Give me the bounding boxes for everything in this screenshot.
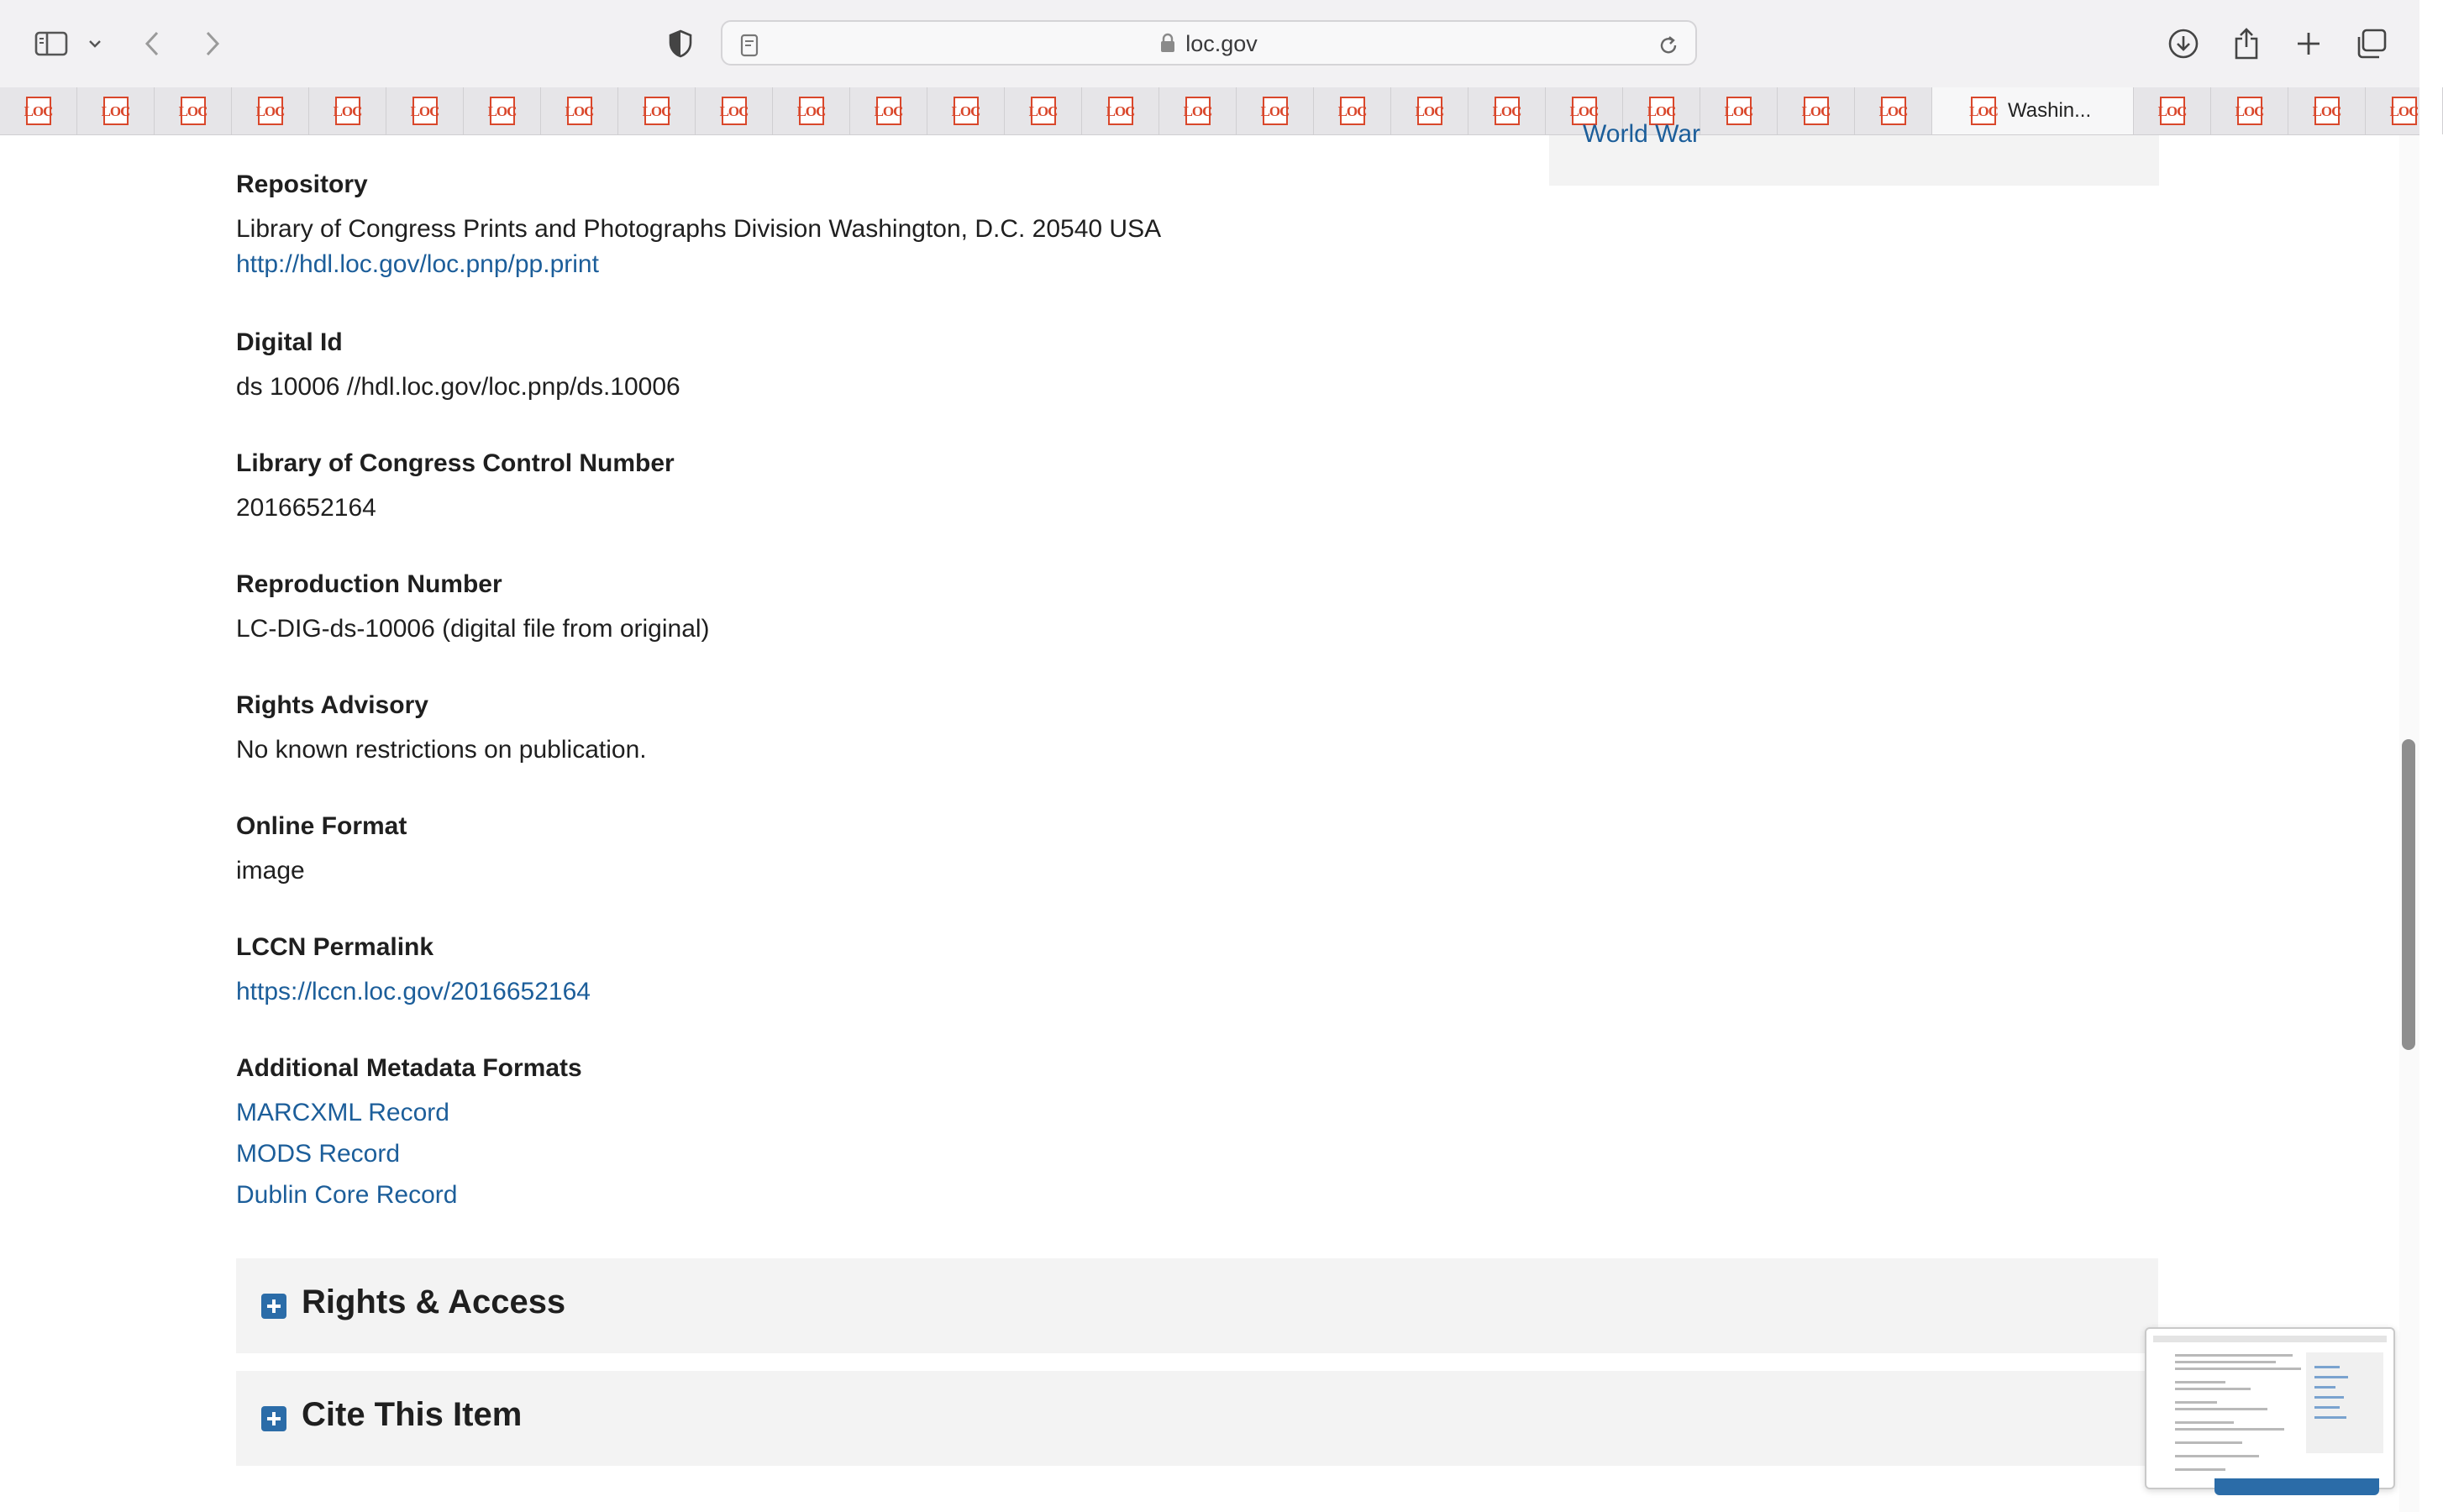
active-tab-title: Washin... [2008,99,2092,122]
tab-bar [0,87,2419,135]
share-icon[interactable] [2230,25,2263,62]
minimap-line [2175,1381,2225,1383]
sidebar-subjects-box [1549,120,2159,186]
browser-tab[interactable] [464,87,541,134]
minimap-link [2314,1386,2335,1389]
minimap-line [2175,1441,2242,1444]
loc-favicon-icon: LOC [1185,97,1211,125]
repository-link[interactable]: http://hdl.loc.gov/loc.pnp/pp.print [236,250,599,278]
loc-favicon-icon: LOC [412,97,438,125]
browser-tab[interactable] [0,87,77,134]
sidebar-toggle-icon[interactable] [32,25,71,62]
loc-favicon-icon: LOC [567,97,592,125]
download-icon[interactable] [2166,25,2201,62]
loc-favicon-icon: LOC [1649,97,1674,125]
browser-tab[interactable] [618,87,696,134]
minimap-action-button[interactable] [2214,1478,2379,1495]
browser-tab[interactable] [1159,87,1237,134]
url-text [722,22,1695,67]
loc-favicon-icon: LOC [876,97,901,125]
loc-favicon-icon: LOC [722,97,747,125]
browser-tab[interactable] [1855,87,1932,134]
mods-record-link[interactable]: MODS Record [236,1140,401,1168]
minimap-link [2314,1366,2340,1368]
minimap-line [2175,1455,2259,1457]
browser-tab[interactable] [155,87,232,134]
field-label-reproduction-number: Reproduction Number [236,570,502,598]
minimap-toolbar [2153,1336,2387,1342]
lock-icon [1160,24,1175,67]
browser-tab[interactable] [773,87,850,134]
minimap-link [2314,1376,2348,1378]
back-icon[interactable] [139,25,165,62]
loc-favicon-icon: LOC [1804,97,1829,125]
minimap-line [2175,1388,2251,1390]
minimap-line [2175,1368,2301,1370]
chevron-down-icon[interactable] [84,25,106,62]
field-label-digital-id: Digital Id [236,328,343,356]
privacy-shield-icon[interactable] [665,25,696,62]
loc-favicon-icon: LOC [335,97,360,125]
accordion-title: Cite This Item [302,1396,523,1433]
browser-tab[interactable] [386,87,464,134]
loc-favicon-icon: LOC [2392,97,2417,125]
loc-favicon-icon: LOC [1726,97,1752,125]
field-value-rights-advisory: No known restrictions on publication. [236,736,647,764]
field-label-online-format: Online Format [236,812,407,840]
loc-favicon-icon: LOC [1971,97,1996,125]
minimap-line [2175,1354,2293,1357]
field-value-repository: Library of Congress Prints and Photographs Division Washington, D.C. 20540 USA [236,215,1162,243]
loc-favicon-icon: LOC [490,97,515,125]
tab-overview-icon[interactable] [2354,25,2389,62]
loc-favicon-icon: LOC [26,97,51,125]
lccn-permalink-link[interactable]: https://lccn.loc.gov/2016652164 [236,978,591,1005]
browser-tab[interactable] [1082,87,1159,134]
new-tab-icon[interactable] [2292,25,2325,62]
minimap-line [2175,1421,2234,1424]
field-value-lccn: 2016652164 [236,494,376,522]
browser-tab[interactable] [232,87,309,134]
accordion-title: Rights & Access [302,1284,566,1320]
url-domain: loc.gov [1185,31,1258,56]
loc-favicon-icon: LOC [799,97,824,125]
dublin-core-record-link[interactable]: Dublin Core Record [236,1181,458,1209]
loc-favicon-icon: LOC [1572,97,1597,125]
minimap-link [2314,1396,2344,1399]
minimap-line [2175,1428,2284,1431]
loc-favicon-icon: LOC [1108,97,1133,125]
address-bar[interactable] [721,20,1697,66]
browser-tab[interactable] [2211,87,2288,134]
minimap-line [2175,1408,2267,1410]
browser-tab[interactable] [1314,87,1391,134]
browser-tab[interactable] [1237,87,1314,134]
loc-favicon-icon: LOC [2237,97,2262,125]
loc-favicon-icon: LOC [181,97,206,125]
loc-favicon-icon: LOC [1340,97,1365,125]
browser-tab[interactable] [77,87,155,134]
minimap-line [2175,1401,2217,1404]
loc-favicon-icon: LOC [1263,97,1288,125]
field-value-reproduction-number: LC-DIG-ds-10006 (digital file from original) [236,615,710,643]
loc-favicon-icon: LOC [1881,97,1906,125]
minimap-link [2314,1406,2340,1409]
browser-toolbar [0,0,2419,88]
browser-tab-active[interactable] [1932,87,2134,134]
loc-favicon-icon: LOC [1495,97,1520,125]
forward-icon[interactable] [200,25,225,62]
loc-favicon-icon: LOC [2314,97,2340,125]
sidebar-subject-link[interactable]: World War [1583,120,1701,148]
page-minimap[interactable] [2145,1327,2395,1489]
browser-tab[interactable] [541,87,618,134]
loc-favicon-icon: LOC [258,97,283,125]
browser-tab[interactable] [2288,87,2366,134]
browser-tab[interactable] [696,87,773,134]
expand-plus-icon[interactable] [261,1294,286,1319]
scrollbar-thumb[interactable] [2402,739,2415,1050]
loc-favicon-icon: LOC [644,97,670,125]
browser-tab[interactable] [2134,87,2211,134]
accordion-rights-access[interactable] [236,1258,2158,1353]
page-content [0,120,2419,1512]
field-value-digital-id: ds 10006 //hdl.loc.gov/loc.pnp/ds.10006 [236,373,680,401]
browser-tab[interactable] [1700,87,1778,134]
browser-tab[interactable] [1005,87,1082,134]
accordion-cite-this-item[interactable] [236,1371,2158,1466]
minimap-link [2314,1416,2346,1419]
minimap-line [2175,1361,2276,1363]
minimap-line [2175,1468,2225,1471]
browser-tab[interactable] [927,87,1005,134]
loc-favicon-icon: LOC [1417,97,1442,125]
field-value-online-format: image [236,857,305,885]
loc-favicon-icon: LOC [954,97,979,125]
field-label-rights-advisory: Rights Advisory [236,691,428,719]
reload-icon[interactable] [1653,27,1684,64]
loc-favicon-icon: LOC [1031,97,1056,125]
field-label-lccn-permalink: LCCN Permalink [236,933,434,961]
browser-tab[interactable] [309,87,386,134]
marcxml-record-link[interactable]: MARCXML Record [236,1099,449,1126]
field-label-metadata-formats: Additional Metadata Formats [236,1054,582,1082]
browser-tab[interactable] [1778,87,1855,134]
loc-favicon-icon: LOC [2160,97,2185,125]
browser-tab[interactable] [2366,87,2443,134]
field-label-repository: Repository [236,171,368,198]
field-label-lccn: Library of Congress Control Number [236,449,675,477]
loc-favicon-icon: LOC [103,97,129,125]
browser-tab[interactable] [850,87,927,134]
browser-tab[interactable] [1391,87,1468,134]
browser-tab[interactable] [1468,87,1546,134]
expand-plus-icon[interactable] [261,1406,286,1431]
